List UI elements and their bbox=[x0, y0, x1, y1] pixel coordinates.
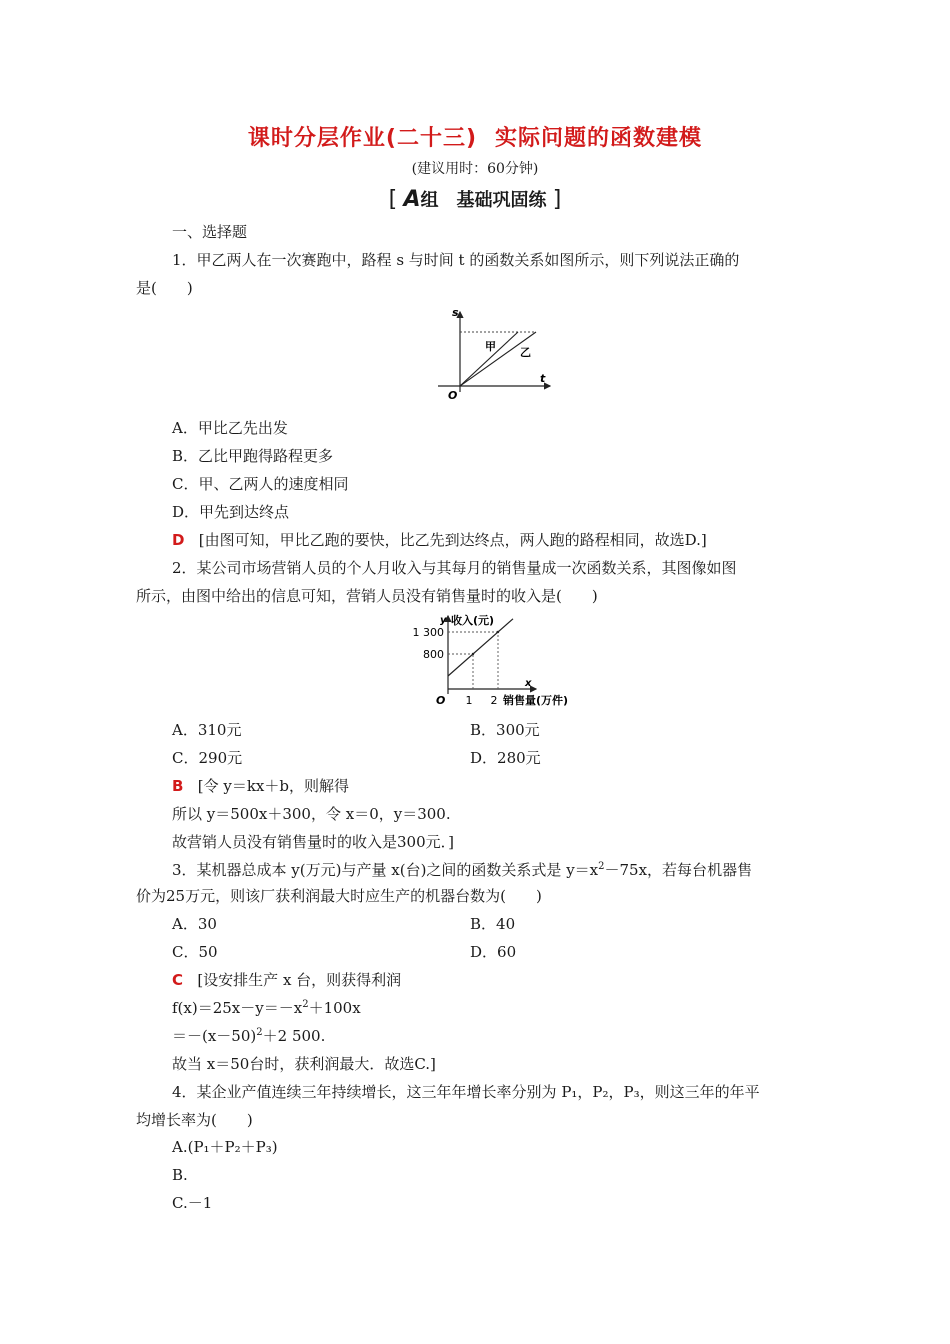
q2-income-line bbox=[448, 619, 513, 676]
q3-stem-a: 3．某机器总成本 y(万元)与产量 x(台)之间的函数关系式是 y＝x bbox=[172, 861, 599, 879]
q4-option-b: B. bbox=[172, 1166, 188, 1184]
q1-stem-line1: 1．甲乙两人在一次赛跑中，路程 s 与时间 t 的函数关系如图所示，则下列说法正确的 bbox=[172, 251, 740, 269]
q2-solution-line3: 故营销人员没有销售量时的收入是300元．] bbox=[172, 833, 454, 851]
q3-stem-line1 bbox=[172, 860, 752, 880]
q1-line-yi bbox=[460, 332, 536, 386]
bracket-right: ] bbox=[552, 187, 562, 212]
group-letter: A bbox=[403, 187, 421, 212]
q2-x-tick-2: 2 bbox=[490, 694, 498, 707]
q2-y-tick-800: 800 bbox=[423, 648, 444, 661]
q2-x-tick-1: 1 bbox=[465, 694, 473, 707]
q3-option-c: C．50 bbox=[172, 943, 218, 961]
q3-stem-b: －75x，若每台机器售 bbox=[604, 861, 753, 879]
q3-sol3-a: ＝－(x－50) bbox=[172, 1027, 257, 1045]
q3-sol3-b: ＋2 500. bbox=[262, 1027, 326, 1045]
q2-sol1: [令 y＝kx＋b，则解得 bbox=[197, 777, 349, 795]
q4-option-a: A.(P₁＋P₂＋P₃) bbox=[172, 1138, 278, 1156]
q3-option-a: A．30 bbox=[172, 915, 217, 933]
q2-origin: O bbox=[436, 694, 446, 707]
q2-x-var: x bbox=[525, 678, 532, 689]
title-main: 课时分层作业(二十三) bbox=[247, 126, 478, 151]
q2-solution-line1 bbox=[172, 776, 349, 796]
q4-stem-line2: 均增长率为( ) bbox=[136, 1111, 253, 1129]
q3-option-b: B．40 bbox=[470, 915, 516, 933]
q1-figure bbox=[432, 306, 556, 404]
q1-label-yi: 乙 bbox=[520, 346, 531, 359]
q3-answer: C bbox=[172, 971, 184, 989]
page-title bbox=[0, 121, 950, 152]
q3-sol1: [设安排生产 x 台，则获得利润 bbox=[197, 971, 402, 989]
q1-option-b: B．乙比甲跑得路程更多 bbox=[172, 447, 334, 465]
q2-option-a: A．310元 bbox=[172, 721, 242, 739]
q2-x-label: 销售量(万件) bbox=[503, 694, 569, 707]
q2-plot bbox=[448, 619, 513, 689]
q1-origin: O bbox=[448, 389, 458, 402]
q2-stem-line2: 所示，由图中给出的信息可知，营销人员没有销售量时的收入是( ) bbox=[136, 587, 598, 605]
q3-stem-line2: 价为25万元，则该厂获利润最大时应生产的机器台数为( ) bbox=[136, 887, 542, 905]
q2-option-d: D．280元 bbox=[470, 749, 541, 767]
q3-solution-line2 bbox=[172, 998, 361, 1018]
q2-option-b: B．300元 bbox=[470, 721, 540, 739]
q1-x-label: t bbox=[540, 372, 546, 385]
suggested-time: (建议用时：60分钟) bbox=[411, 161, 539, 177]
q1-answer: D bbox=[172, 531, 185, 549]
q1-stem-line2: 是( ) bbox=[136, 279, 193, 297]
q4-option-c: C.－1 bbox=[172, 1194, 213, 1212]
q2-answer: B bbox=[172, 777, 184, 795]
q2-y-var: y bbox=[440, 615, 447, 626]
q3-sol3-sup: 2 bbox=[256, 1027, 263, 1038]
q1-y-label: s bbox=[452, 306, 459, 319]
q1-label-jia: 甲 bbox=[485, 340, 496, 353]
q1-option-a: A．甲比乙先出发 bbox=[172, 419, 288, 437]
q2-stem-line1: 2．某公司市场营销人员的个人月收入与其每月的销售量成一次函数关系，其图像如图 bbox=[172, 559, 737, 577]
q3-option-d: D．60 bbox=[470, 943, 517, 961]
q3-solution-line1 bbox=[172, 970, 401, 990]
group-heading bbox=[0, 186, 950, 212]
q2-y-tick-1300: 1 300 bbox=[412, 626, 444, 639]
q3-stem-sup: 2 bbox=[598, 861, 605, 872]
q2-data-point-1 bbox=[472, 653, 474, 655]
q4-stem-line1: 4．某企业产值连续三年持续增长，这三年年增长率分别为 P₁，P₂，P₃，则这三年的年平 bbox=[172, 1083, 760, 1101]
q1-option-c: C．甲、乙两人的速度相同 bbox=[172, 475, 349, 493]
q1-solution bbox=[172, 530, 707, 550]
q3-sol2-sup: 2 bbox=[302, 999, 309, 1010]
q2-solution-line2: 所以 y＝500x＋300，令 x＝0，y＝300. bbox=[172, 805, 451, 823]
q2-figure bbox=[404, 612, 584, 712]
bracket-left: [ bbox=[388, 187, 398, 212]
q1-option-d: D．甲先到达终点 bbox=[172, 503, 290, 521]
title-topic: 实际问题的函数建模 bbox=[495, 126, 703, 151]
q3-solution-line4: 故当 x＝50台时，获利润最大．故选C.] bbox=[172, 1055, 436, 1073]
q3-sol2-a: f(x)＝25x－y＝－x bbox=[172, 999, 303, 1017]
q3-sol2-b: ＋100x bbox=[308, 999, 361, 1017]
q2-data-point-2 bbox=[497, 631, 499, 633]
q2-y-label: 收入(元) bbox=[451, 614, 495, 627]
section-heading: 一、选择题 bbox=[172, 223, 248, 241]
q2-option-c: C．290元 bbox=[172, 749, 243, 767]
group-label: 组 基础巩固练 bbox=[420, 190, 547, 211]
q3-solution-line3 bbox=[172, 1026, 325, 1046]
q1-explanation: [由图可知，甲比乙跑的要快，比乙先到达终点，两人跑的路程相同，故选D.] bbox=[198, 531, 707, 549]
